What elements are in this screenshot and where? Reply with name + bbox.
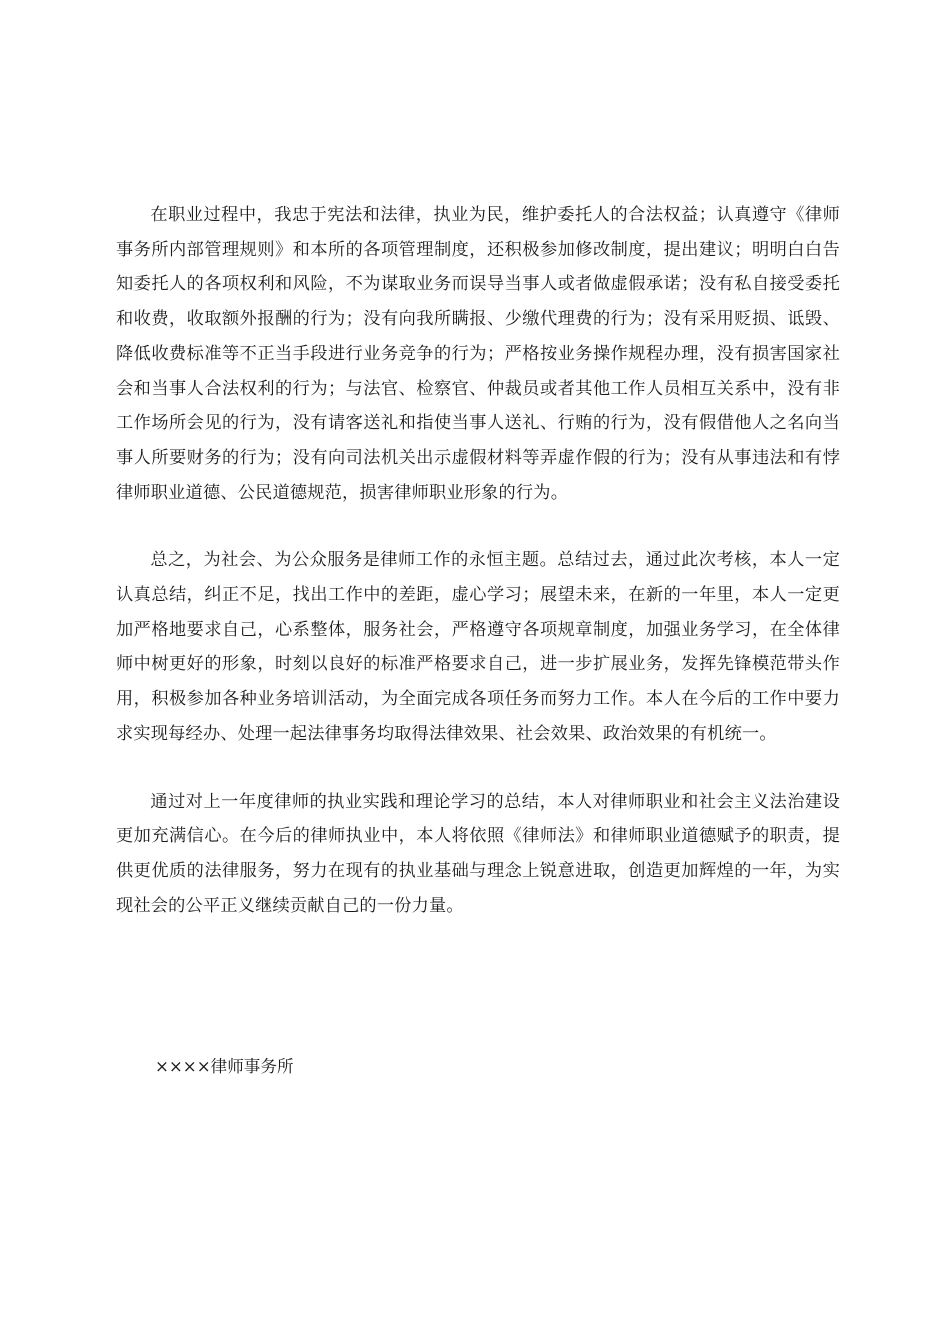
signature-firm-name: ××××律师事务所 xyxy=(155,1057,294,1076)
paragraph-conclusion: 通过对上一年度律师的执业实践和理论学习的总结，本人对律师职业和社会主义法治建设更加充满信心。在今后的律师执业中，本人将依照《律师法》和律师职业道德赋予的职责，提供更优质的法律服务，努力在现有的执业基础与理念上锐意进取，创造更加辉煌的一年，为实现社会的公平正义继续贡献自己的一份力量。 xyxy=(116,791,840,916)
paragraph-conduct: 在职业过程中，我忠于宪法和法律，执业为民，维护委托人的合法权益；认真遵守《律师事务所内部管理规则》和本所的各项管理制度，还积极参加修改制度，提出建议；明明白白告知委托人的各项权利和风险，不为谋取业务而误导当事人或者做虚假承诺；没有私自接受委托和收费，收取额外报酬的行为；没有向我所瞒报、少缴代理费的行为；没有采用贬损、诋毁、降低收费标准等不正当手段进行业务竞争的行为；严格按业务操作规程办理，没有损害国家社会和当事人合法权利的行为；与法官、检察官、仲裁员或者其他工作人员相互关系中，没有非工作场所会见的行为，没有请客送礼和指使当事人送礼、行贿的行为，没有假借他人之名向当事人所要财务的行为；没有向司法机关出示虚假材料等弄虚作假的行为；没有从事违法和有悖律师职业道德、公民道德规范，损害律师职业形象的行为。 xyxy=(116,205,840,503)
document-body xyxy=(116,198,840,923)
paragraph-summary: 总之，为社会、为公众服务是律师工作的永恒主题。总结过去，通过此次考核，本人一定认真总结，纠正不足，找出工作中的差距，虚心学习；展望未来，在新的一年里，本人一定更加严格地要求自己，心系整体，服务社会，严格遵守各项规章制度，加强业务学习，在全体律师中树更好的形象，时刻以良好的标准严格要求自己，进一步扩展业务，发挥先锋模范带头作用，积极参加各种业务培训活动，为全面完成各项任务而努力工作。本人在今后的工作中要力求实现每经办、处理一起法律事务均取得法律效果、社会效果、政治效果的有机统一。 xyxy=(116,550,840,744)
